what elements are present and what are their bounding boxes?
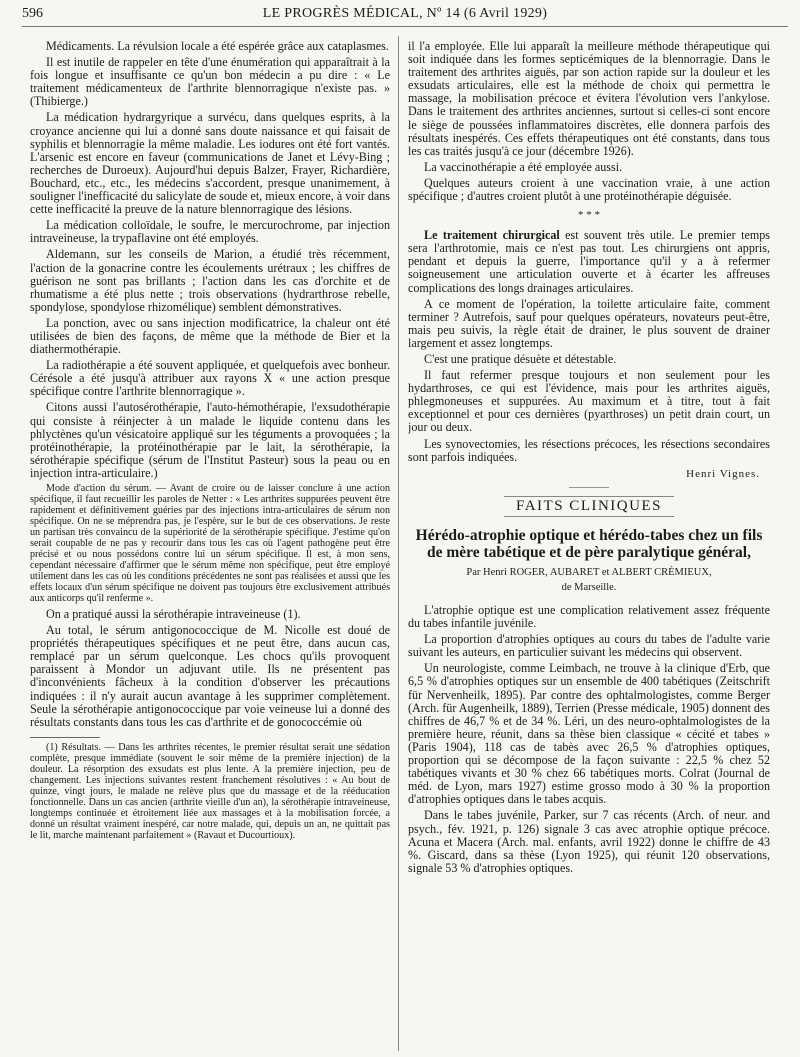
article-title: Hérédo-atrophie optique et hérédo-tabes chez un fils de mère tabétique et de père paralytique général, — [415, 526, 763, 561]
divider — [569, 487, 609, 488]
paragraph: La proportion d'atrophies optiques au cours du tabes de l'adulte varie suivant les auteurs, en particulier suivant les médecins qui observent. — [408, 632, 770, 660]
section-stars: * * * — [578, 209, 600, 222]
paragraph: La médication hydrargyrique a survécu, dans quelques esprits, à la croyance ancienne qui lui a donné sans doute naissance et qui faisait de syphilis et blennorragie la même maladie. Les iodures ont été fort vantés. L'arsenic est encore en faveur (communications de Janet et Lévy-Bing ; recherches de Duroeux). Aujourd'hui depuis Balzer, Frayer, Richardière, Bouchard, etc., etc., les médecins s'accordent, presque unanimement, à souligner l'inefficacité du salicylate de soude et, mieux encore, à voir dans cette inefficacité la preuve de la nature blennorragique des lésions. — [30, 110, 390, 217]
paragraph: Au total, le sérum antigonococcique de M. Nicolle est doué de propriétés thérapeutiques spécifiques et ne peut être, dans aucun cas, remplacé par un sérum quelconque. Les chocs qu'ils provoquent paraissent à Mondor un adjuvant utile. Ils ne présentent pas d'inconvénients fâcheux à la condition d'observer les précautions indiquées : il n'y aurait aucun avantage à les supprimer complètement. Seule la sérothérapie antigonococcique par voie veineuse lui a donné des résultats constants dans tous les cas d'arthrite et de gonococcémie où — [30, 623, 390, 729]
section-heading: FAITS CLINIQUES — [504, 496, 674, 517]
paragraph: Citons aussi l'autosérothérapie, l'auto-hémothérapie, l'exsudothérapie qui consiste à réinjecter à un malade le liquide contenu dans les phlyctènes qu'un vésicatoire appliqué sur les téguments a provoquées ; la protéinothérapie, la protéinothérapie par le lait, la sérothérapie, la sérothérapie spécifique (sérum de l'Institut Pasteur) sous la peau ou en injection intra-articulaire.) — [30, 400, 390, 480]
paragraph: Mode d'action du sérum. — Avant de croire ou de laisser conclure à une action spécifique, il faut recueillir les paroles de Netter : « Les arthrites suppurées peuvent être rapidement et définitivement guéries par des injections intra-articulaires de sérum non spécifique. On ne se méprendra pas, je l'espère, sur le but de ces observations. Je reste un partisan très convaincu de la supériorité de la sérothérapie spécifique. J'estime qu'on serait coupable de ne pas y recourir dans tous les cas où l'agent pathogène peut être précisé et ou nous possédons contre lui un sérum spécifique. Il est, à mon sens, cependant nécessaire d'affirmer que le sérum même non spécifique, peut être employé utilement dans les cas où les conditions précédentes ne sont pas réalisées et aussi que les effets locaux d'un sérum spécifique ne doivent pas toujours être exclusivement attribués aux anticorps qu'il renferme ». — [30, 483, 390, 604]
paragraph: Dans le tabes juvénile, Parker, sur 7 cas récents (Arch. of neur. and psych., fév. 1921, p. 126) signale 3 cas avec atrophie optique précoce. Acuna et Macera (Arch. mal. enfants, avril 1922) donne le chiffre de 43 %. Giscard, dans sa thèse (Lyon 1925), qui réunit 120 observations, signale 53 % d'atrophies optiques. — [408, 808, 770, 875]
paragraph: La radiothérapie a été souvent appliquée, et quelquefois avec bonheur. Cérésole a été jusqu'à attribuer aux rayons X « une action presque spécifique contre l'arthrite blennorragique ». — [30, 358, 390, 399]
paragraph: Il faut refermer presque toujours et non seulement pour les hydarthroses, ce qui est l'évidence, mais pour les arthrites aiguës, phlegmoneuses et suppurées. Au maximum et à titre, tout à fait exceptionnel et pour ces dernières (pyarthroses) un petit drain court, un jour ou deux. — [408, 368, 770, 435]
paragraph: Il est inutile de rappeler en tête d'une énumération qui apparaîtrait à la fois longue et insuffisante ce qu'un bon médecin a pu dire : « Le traitement médicamenteux de l'arthrite blennorragique n'existe pas. » (Thibierge.) — [30, 55, 390, 109]
column-divider — [398, 36, 399, 1051]
page-number: 596 — [22, 6, 43, 21]
paragraph-text: est souvent très utile. Le premier temps sera l'arthrotomie, mais ce n'est pas tout. Les chirurgiens ont appris, pendant et depuis la guerre, l'importance qu'il y a à refermer soigneusement une articulation ouverte et à écarter les affreuses complications des longs drainages articulaires. — [408, 228, 770, 295]
paragraph: L'atrophie optique est une complication relativement assez fréquente du tabes infantile juvénile. — [408, 603, 770, 631]
article-place: de Marseille. — [561, 581, 617, 593]
running-header — [22, 4, 788, 27]
small-print-block — [30, 483, 390, 604]
paragraph: C'est une pratique désuète et détestable. — [424, 351, 617, 366]
paragraph: Médicaments. La révulsion locale a été espérée grâce aux cataplasmes. — [46, 40, 389, 53]
bold-lead: Le traitement chirurgical — [424, 228, 560, 243]
footnote — [30, 742, 390, 841]
right-column — [408, 40, 770, 1050]
paragraph: La vaccinothérapie a été employée aussi. — [424, 159, 623, 174]
footnote-text: (1) Résultats. — Dans les arthrites récentes, le premier résultat serait une sédation complète, presque immédiate (souvent le soir même de la première injection) de la douleur. La résorption des exsudats est plus lente. A la première injection, peu de changement. Les injections suivantes restent franchement résolutives : « Au bout de quinze, vingt jours, le malade ne relève plus que du massage et de la rééducation fonctionnelle. Dans un cas ancien (arthrite vieille d'un an), la sérothérapie intraveineuse, longtemps continuée et étroitement liée aux massages et à la mobilisation forcée, a donné un résultat vraiment inespéré, car notre malade, qui, depuis un an, ne quittait pas le lit, marche maintenant parfaitement » (Ravaut et Ducourtioux). — [30, 741, 390, 841]
author-signature: Henri Vignes. — [686, 467, 760, 480]
paragraph — [408, 229, 770, 294]
paragraph: La médication colloïdale, le soufre, le mercurochrome, par injection intraveineuse, la trypaflavine ont été employés. — [30, 218, 390, 246]
paragraph: il l'a employée. Elle lui apparaît la meilleure méthode thérapeutique qui soit indiquée dans les formes septicémiques de la blennorragie. Dans le traitement des arthrites aiguës, par son action rapide sur la douleur et les exsudats articulaires, elle est la méthode de choix qui permettra le massage, la mobilisation précoce et évitera l'évolution vers l'ankylose. Dans le traitement des arthrites anciennes, surtout si celles-ci sont encore le siège de poussées inflammatoires discrètes, elle donnera parfois des résultats inespérés. Ces effets thérapeutiques ont été constants, dans tous les cas traités jusqu'à ce jour (décembre 1926). — [408, 40, 770, 158]
paragraph: A ce moment de l'opération, la toilette articulaire faite, comment terminer ? Autrefois, sauf pour quelques opérateurs, novateurs peut-être, mais peu suivis, la règle était de drainer, le plus souvent de drainer largement et assez longtemps. — [408, 296, 770, 350]
article-byline: Par Henri ROGER, AUBARET et ALBERT CRÉMIEUX, — [466, 566, 712, 578]
paragraph: La ponction, avec ou sans injection modificatrice, la chaleur ont été utilisées de bien des façons, de même que la méthode de Bier et la diathermothérapie. — [30, 315, 390, 357]
footnote-rule — [30, 737, 100, 738]
paragraph: Un neurologiste, comme Leimbach, ne trouve à la clinique d'Erb, que 6,5 % d'atrophies optiques sur un ensemble de 400 tabétiques (Zeitschrift für Nervenheilk, 1895). Par contre des ophtalmologistes, comme Berger (Arch. für Augenheilk, 1889), Terrien (Presse médicale, 1905) donnent des chiffres de 46,7 % et de 34 %. Léri, un des neuro-ophtalmologistes de la première heure, réunit, dans sa thèse bien classique « cécité et tabes » (Paris 1904), 118 cas de tabès avec 26,5 % d'atrophies optiques, proportion qui se décompose de la façon suivante : 22,5 % chez 52 tabétiques vivants et 30 % chez 66 tabétiques morts. Colrat (Journal de méd. de Lyon, mars 1927) estime grosso modo à 30 % la proportion d'atrophies optiques dans le tabes acquis. — [408, 661, 770, 807]
left-column — [30, 40, 390, 1050]
paragraph: On a pratiqué aussi la sérothérapie intraveineuse (1). — [46, 607, 301, 621]
journal-title: LE PROGRÈS MÉDICAL, Nº 14 (6 Avril 1929) — [262, 6, 548, 21]
paragraph: Les synovectomies, les résections précoces, les résections secondaires sont parfois indiquées. — [408, 436, 770, 464]
paragraph: Aldemann, sur les conseils de Marion, a étudié très récemment, l'action de la gonacrine contre les écoulements urétraux ; les chiffres de guérison ne sont pas brillants ; l'action dans les cas d'orchite et de rhumatisme a été plus nette ; trois observations (hydrarthrose rebelle, spondylose, spondylose rhizomélique) semblent démonstratives. — [30, 247, 390, 314]
paragraph: Quelques auteurs croient à une vaccination vraie, à une action spécifique ; d'autres croient plutôt à une protéinothérapie déguisée. — [408, 175, 770, 204]
